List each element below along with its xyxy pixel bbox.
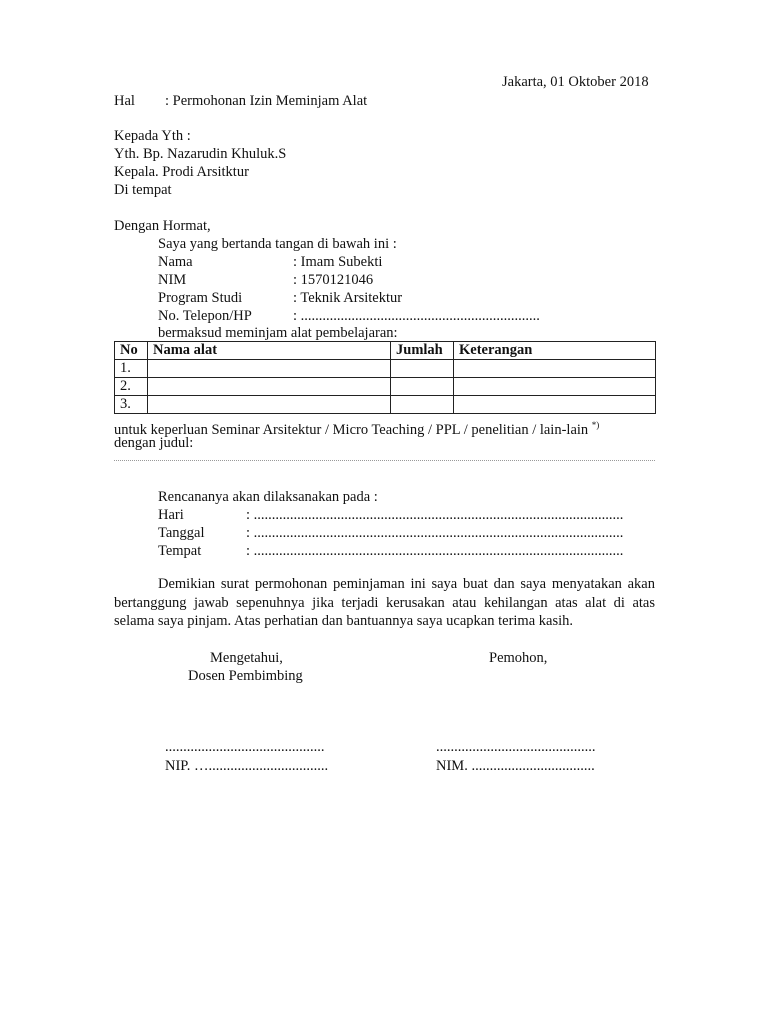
title-label: dengan judul: [114,435,194,451]
table-header-notes: Keterangan [454,342,656,360]
subject-value: : Permohonan Izin Meminjam Alat [165,93,368,109]
table-header-qty: Jumlah [391,342,454,360]
identity-value-program: : Teknik Arsitektur [293,290,403,306]
table-cell-name [148,360,391,378]
plan-label-date: Tanggal [158,525,205,541]
table-row [115,360,656,378]
purpose-text: untuk keperluan Seminar Arsitektur / Micro Teaching / PPL / penelitian / lain-lain [114,421,589,438]
signature-left-name-line: ............................................ [165,739,325,755]
subject-label: Hal [114,93,135,109]
signature-left-nip: NIP. …................................. [165,758,329,774]
greeting: Dengan Hormat, [114,218,211,234]
table-cell-no: 1. [115,360,148,378]
table-header-row [115,342,656,360]
table-cell-qty [391,360,454,378]
signature-right-title: Pemohon, [489,650,548,666]
identity-value-phone: : .................................................................. [293,308,540,324]
signature-right-name-line: ............................................ [436,739,596,755]
signature-right-nim: NIM. .................................. [436,758,595,774]
recipient-line-4: Di tempat [114,182,172,198]
table-cell-notes [454,360,656,378]
table-cell-no: 3. [115,396,148,414]
table-row [115,396,656,414]
table-row [115,378,656,396]
plan-value-date: : ...................................................................................................... [246,525,624,541]
table-cell-name [148,378,391,396]
plan-value-day: : ...................................................................................................... [246,507,624,523]
recipient-line-1: Kepada Yth : [114,128,191,144]
place-date: Jakarta, 01 Oktober 2018 [502,74,649,90]
table-cell-name [148,396,391,414]
plan-label-place: Tempat [158,543,202,559]
purpose-footnote-mark: *) [591,420,600,430]
identity-value-name: : Imam Subekti [293,254,383,270]
closing-text: Demikian surat permohonan peminjaman ini saya buat dan saya menyatakan akan bertanggung jawab sepenuhnya jika terjadi kerusakan atau kehilangan atas alat di atas selama saya pinjam. Atas perhatian dan bantuannya saya ucapkan terima kasih. [114,576,655,629]
signature-left-title: Mengetahui, [210,650,283,666]
title-dotted-line [114,460,655,461]
closing-paragraph [114,575,655,631]
identity-label-name: Nama [158,254,193,270]
identity-label-nim: NIM [158,272,187,288]
identity-label-program: Program Studi [158,290,243,306]
identity-value-nim: : 1570121046 [293,272,374,288]
equipment-table [114,341,656,414]
table-cell-no: 2. [115,378,148,396]
plan-intro: Rencananya akan dilaksanakan pada : [158,489,378,505]
signature-left-subtitle: Dosen Pembimbing [188,668,303,684]
recipient-line-3: Kepala. Prodi Arsitktur [114,164,249,180]
purpose-intro: bermaksud meminjam alat pembelajaran: [158,325,398,341]
intro-text: Saya yang bertanda tangan di bawah ini : [158,236,397,252]
table-header-no: No [115,342,148,360]
table-cell-qty [391,396,454,414]
recipient-line-2: Yth. Bp. Nazarudin Khuluk.S [114,146,287,162]
table-cell-notes [454,378,656,396]
plan-value-place: : ...................................................................................................... [246,543,624,559]
plan-label-day: Hari [158,507,184,523]
table-header-name: Nama alat [148,342,391,360]
table-cell-qty [391,378,454,396]
identity-label-phone: No. Telepon/HP [158,308,252,324]
table-cell-notes [454,396,656,414]
